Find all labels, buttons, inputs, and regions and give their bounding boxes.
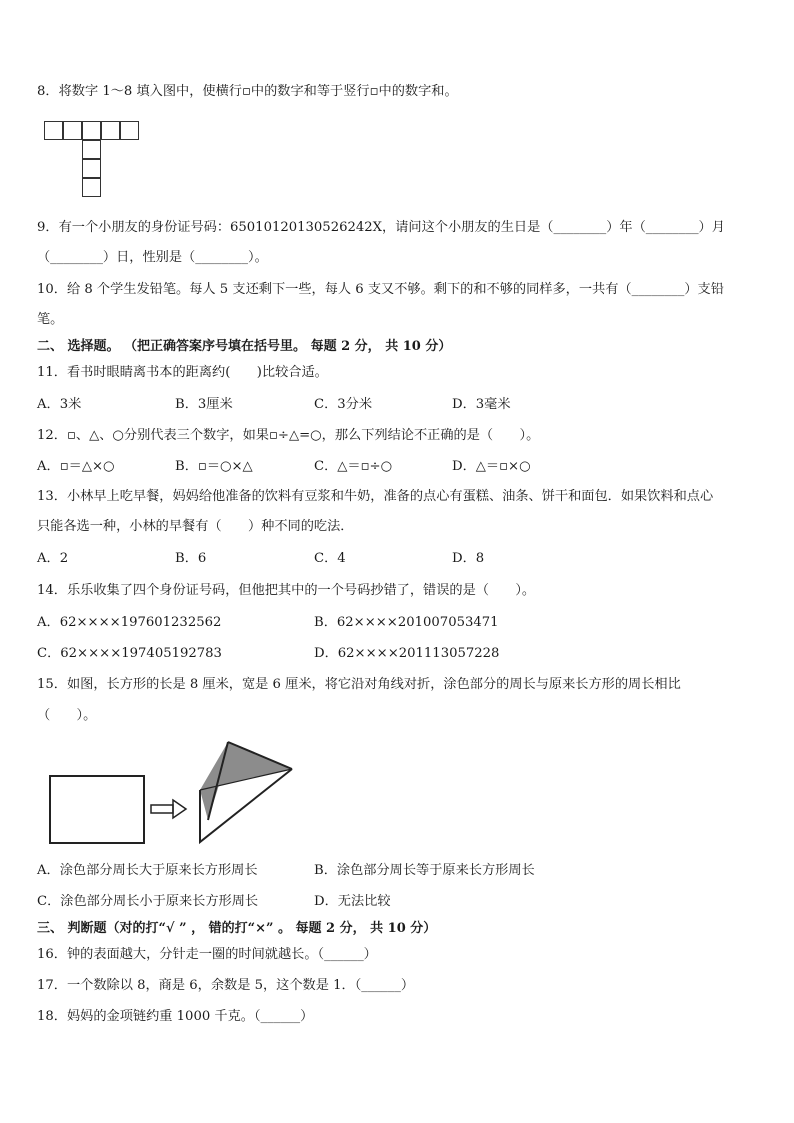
- question-17-text: 17．一个数除以 8，商是 6，余数是 5，这个数是 1．（______）: [37, 978, 415, 993]
- q13-option-b: B．6: [175, 551, 207, 566]
- question-9-line-1: 9．有一个小朋友的身份证号码：65010120130526242X，请问这个小朋友的生日是（________）年（________）月: [37, 220, 725, 235]
- grid-cell: [44, 121, 63, 140]
- grid-cell: [82, 140, 101, 159]
- q15-option-d: D．无法比较: [314, 894, 391, 909]
- grid-cell: [101, 121, 120, 140]
- grid-cell: [82, 178, 101, 197]
- grid-cell: [63, 121, 82, 140]
- q11-option-d: D．3毫米: [452, 397, 511, 412]
- q11-option-c: C．3分米: [314, 397, 373, 412]
- q12-option-a: A．▫＝△×○: [37, 459, 115, 474]
- q14-option-c: C．62××××197405192783: [37, 646, 222, 661]
- question-12-text: 12．▫、△、○分别代表三个数字，如果▫÷△=○，那么下列结论不正确的是（ ）。: [37, 428, 540, 443]
- q14-option-d: D．62××××201113057228: [314, 646, 500, 661]
- q13-option-a: A．2: [37, 551, 69, 566]
- question-11-text: 11．看书时眼睛离书本的距离约( )比较合适。: [37, 365, 328, 380]
- question-13-line-2: 只能各选一种，小林的早餐有（ ）种不同的吃法．: [37, 519, 354, 534]
- question-9-line-2: （________）日，性别是（________）。: [37, 250, 268, 265]
- arrow-icon: [151, 800, 186, 818]
- grid-cell: [82, 159, 101, 178]
- q15-option-a: A．涂色部分周长大于原来长方形周长: [37, 863, 258, 878]
- q15-option-b: B．涂色部分周长等于原来长方形周长: [314, 863, 535, 878]
- question-15-line-1: 15．如图，长方形的长是 8 厘米，宽是 6 厘米，将它沿对角线对折，涂色部分的周长与原来长方形的周长相比: [37, 677, 681, 692]
- question-8-text: 8．将数字 1～8 填入图中，使横行▫中的数字和等于竖行▫中的数字和。: [37, 84, 458, 99]
- q13-option-d: D．8: [452, 551, 485, 566]
- rectangle-fold-figure: [40, 738, 340, 858]
- q14-option-b: B．62××××201007053471: [314, 615, 499, 630]
- grid-cell: [120, 121, 139, 140]
- q13-option-c: C．4: [314, 551, 346, 566]
- q12-option-d: D．△＝▫×○: [452, 459, 531, 474]
- question-10-line-2: 笔。: [37, 312, 64, 327]
- question-18-text: 18．妈妈的金项链约重 1000 千克。（______）: [37, 1009, 314, 1024]
- grid-cell: [82, 121, 101, 140]
- section-2-heading: 二、 选择题。 （把正确答案序号填在括号里。 每题 2 分， 共 10 分）: [37, 339, 452, 354]
- q15-option-c: C．涂色部分周长小于原来长方形周长: [37, 894, 259, 909]
- question-13-line-1: 13．小林早上吃早餐，妈妈给他准备的饮料有豆浆和牛奶，准备的点心有蛋糕、油条、饼干和面包．如果饮料和点心: [37, 489, 714, 504]
- original-rectangle: [50, 776, 144, 843]
- q12-option-c: C．△＝▫÷○: [314, 459, 393, 474]
- section-3-heading: 三、 判断题（对的打“√ ” ， 错的打“×” 。 每题 2 分， 共 10 分）: [37, 921, 437, 936]
- q12-option-b: B．▫＝○×△: [175, 459, 253, 474]
- q14-option-a: A．62××××197601232562: [37, 615, 222, 630]
- q11-option-b: B．3厘米: [175, 397, 233, 412]
- question-16-text: 16．钟的表面越大，分针走一圈的时间就越长。（______）: [37, 947, 377, 962]
- question-15-line-2: （ ）。: [37, 708, 97, 723]
- question-14-text: 14．乐乐收集了四个身份证号码，但他把其中的一个号码抄错了，错误的是（ ）。: [37, 583, 536, 598]
- q11-option-a: A．3米: [37, 397, 82, 412]
- question-10-line-1: 10．给 8 个学生发铅笔。每人 5 支还剩下一些，每人 6 支又不够。剩下的和不够的同样多，一共有（________）支铅: [37, 282, 724, 297]
